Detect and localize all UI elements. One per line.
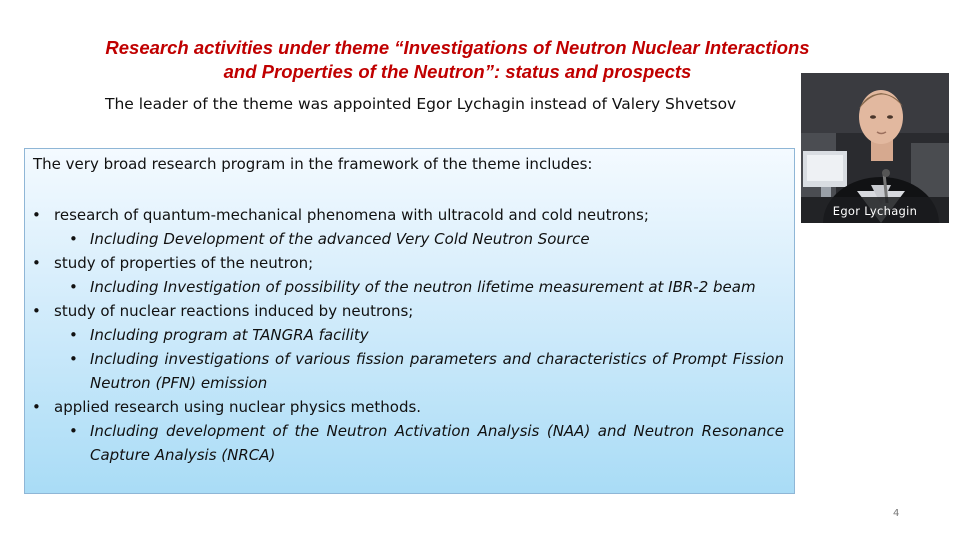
- slide-subtitle: The leader of the theme was appointed Egor Lychagin instead of Valery Shvetsov: [105, 95, 737, 113]
- research-program-box: [24, 148, 795, 494]
- leader-photo: [801, 73, 949, 223]
- slide-title: [40, 36, 875, 84]
- leader-photo-image: [801, 73, 949, 223]
- bullet-item: • research of quantum-mechanical phenomena with ultracold and cold neutrons;: [25, 203, 788, 227]
- photo-caption: Egor Lychagin: [832, 204, 918, 218]
- program-intro: The very broad research program in the framework of the theme includes:: [33, 155, 593, 173]
- program-bullet-list: [25, 203, 788, 467]
- bullet-item: • study of properties of the neutron;: [25, 251, 788, 275]
- sub-bullet-item: • Including Development of the advanced Very Cold Neutron Source: [90, 227, 784, 251]
- bullet-item: • applied research using nuclear physics methods.: [25, 395, 788, 419]
- page-number: 4: [893, 508, 900, 519]
- sub-bullet-item: • Including development of the Neutron Activation Analysis (NAA) and Neutron Resonance Capture Analysis (NRCA): [90, 419, 784, 467]
- bullet-item: • study of nuclear reactions induced by neutrons;: [25, 299, 788, 323]
- sub-bullet-item: • Including program at TANGRA facility: [90, 323, 784, 347]
- sub-bullet-item: • Including investigations of various fission parameters and characteristics of Prompt Fission Neutron (PFN) emission: [90, 347, 784, 395]
- sub-bullet-item: • Including Investigation of possibility of the neutron lifetime measurement at IBR-2 beam: [90, 275, 784, 299]
- slide-title-line-2: and Properties of the Neutron”: status and prospects: [223, 61, 692, 82]
- slide-title-line-1: Research activities under theme “Investigations of Neutron Nuclear Interactions: [105, 37, 810, 58]
